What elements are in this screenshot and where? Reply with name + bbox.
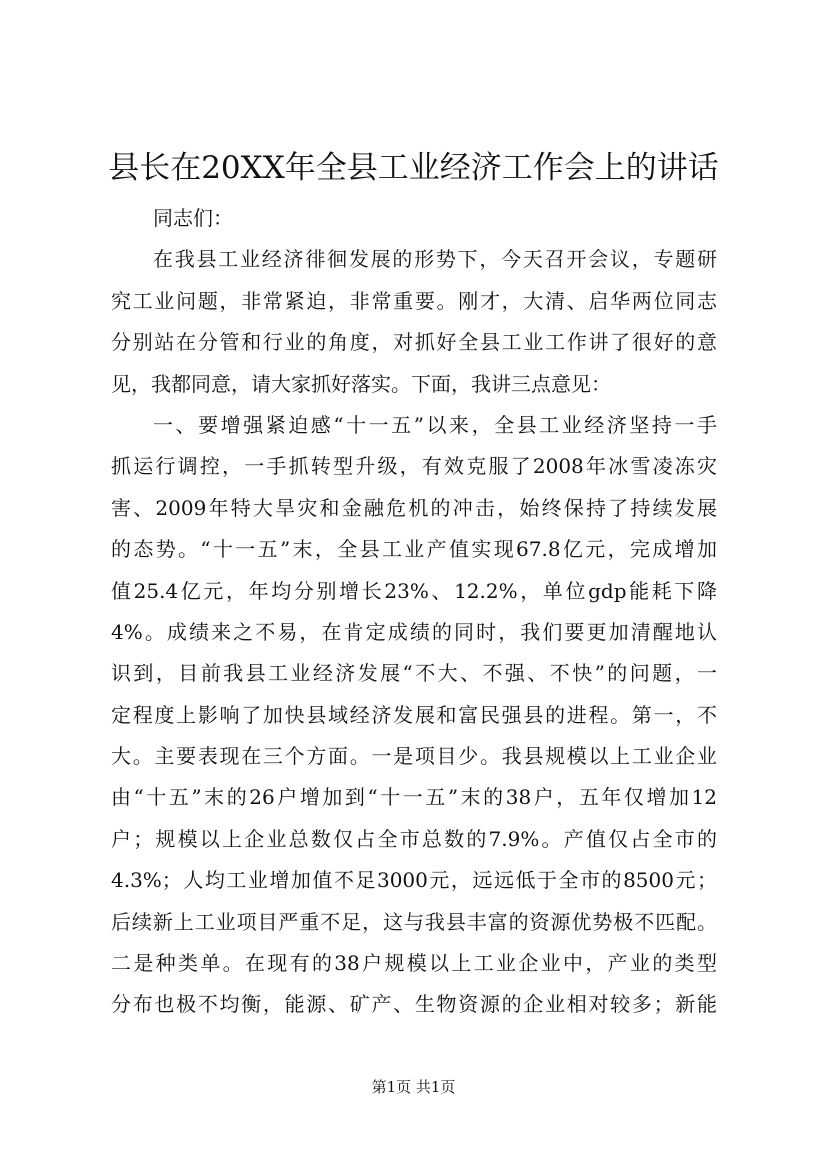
paragraph-line: 二是种类单。在现有的38户规模以上工业企业中，产业的类型 xyxy=(111,951,717,976)
paragraph-line: 后续新上工业项目严重不足，这与我县丰富的资源优势极不匹配。 xyxy=(111,909,717,934)
paragraph-line: 一、要增强紧迫感“十一五”以来，全县工业经济坚持一手 xyxy=(153,412,717,437)
paragraph-line: 大。主要表现在三个方面。一是项目少。我县规模以上工业企业 xyxy=(111,744,717,769)
paragraph-line: 究工业问题，非常紧迫，非常重要。刚才，大清、启华两位同志 xyxy=(111,288,717,313)
paragraph-line: 由“十五”末的26户增加到“十一五”末的38户，五年仅增加12 xyxy=(111,785,717,810)
salutation-line: 同志们： xyxy=(153,206,233,230)
paragraph-line: 值25.4亿元，年均分别增长23%、12.2%，单位gdp能耗下降 xyxy=(111,578,717,603)
paragraph-line: 的态势。“十一五”末，全县工业产值实现67.8亿元，完成增加 xyxy=(111,537,717,562)
paragraph-line: 定程度上影响了加快县域经济发展和富民强县的进程。第一，不 xyxy=(111,702,717,727)
document-title: 县长在20XX年全县工业经济工作会上的讲话 xyxy=(108,150,719,186)
paragraph-line: 见，我都同意，请大家抓好落实。下面，我讲三点意见： xyxy=(111,371,611,396)
paragraph-line: 识到，目前我县工业经济发展“不大、不强、不快”的问题，一 xyxy=(111,661,717,686)
paragraph-line: 4%。成绩来之不易，在肯定成绩的同时，我们要更加清醒地认 xyxy=(111,619,717,644)
paragraph-line: 4.3%；人均工业增加值不足3000元，远远低于全市的8500元； xyxy=(111,868,717,893)
document-body xyxy=(111,198,717,1026)
page-footer: 第1页 共1页 xyxy=(371,1078,456,1096)
paragraph-line: 分布也极不均衡，能源、矿产、生物资源的企业相对较多；新能 xyxy=(111,992,717,1017)
paragraph-line: 分别站在分管和行业的角度，对抓好全县工业工作讲了很好的意 xyxy=(111,330,717,355)
paragraph-line: 户；规模以上企业总数仅占全市总数的7.9%。产值仅占全市的 xyxy=(111,826,717,851)
paragraph-line: 在我县工业经济徘徊发展的形势下，今天召开会议，专题研 xyxy=(153,247,717,272)
paragraph-line: 抓运行调控，一手抓转型升级，有效克服了2008年冰雪凌冻灾 xyxy=(111,454,717,479)
paragraph-line: 害、2009年特大旱灾和金融危机的冲击，始终保持了持续发展 xyxy=(111,495,717,520)
